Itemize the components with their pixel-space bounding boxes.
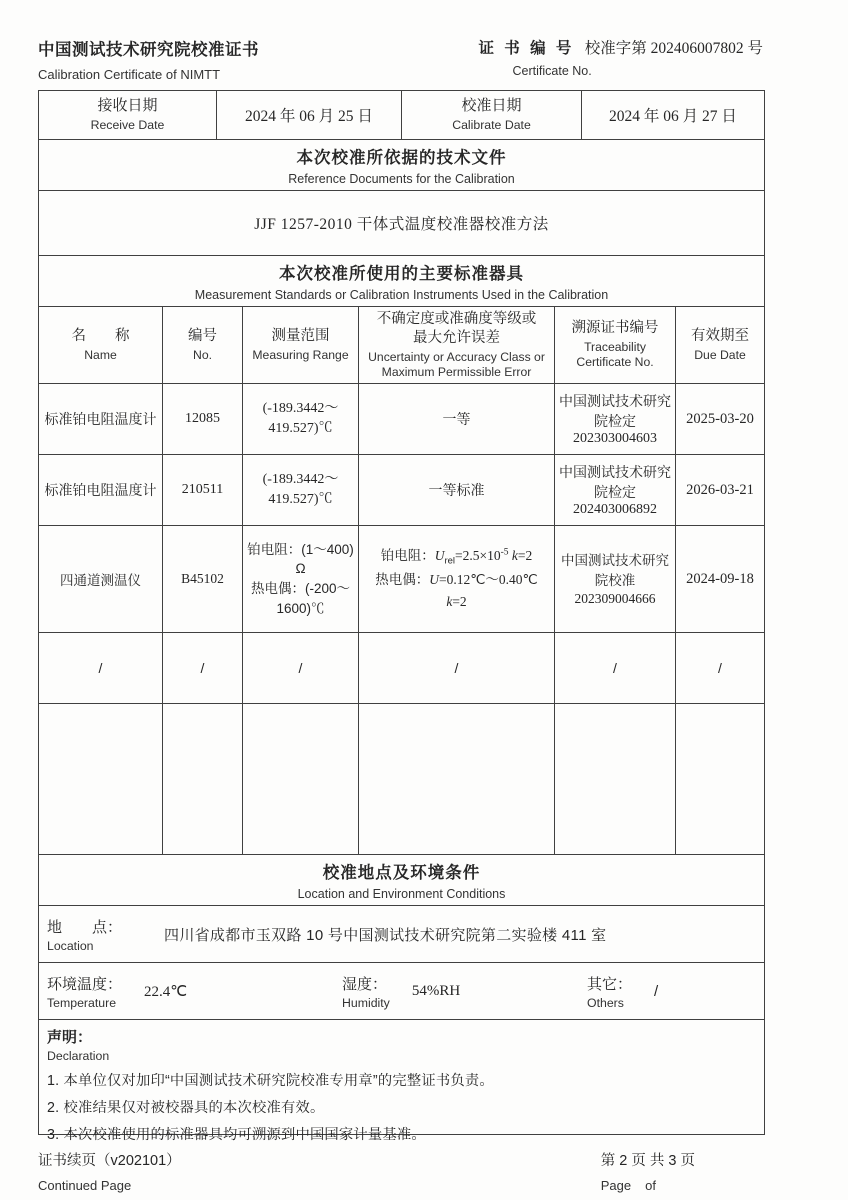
- reference-heading-en: Reference Documents for the Calibration: [288, 172, 515, 186]
- humidity-label: [342, 973, 390, 1010]
- continued-page-en: Continued Page: [38, 1178, 132, 1193]
- row3-due: 2024-09-18: [675, 526, 764, 632]
- standards-section-heading: [39, 255, 764, 306]
- declaration-label-cn: 声明：: [47, 1029, 93, 1046]
- row3-unc-line2: [375, 569, 537, 591]
- location-heading-en: Location and Environment Conditions: [297, 887, 506, 901]
- row3-range: [242, 526, 358, 632]
- continued-page-cn: 证书续页（v202101）: [38, 1153, 181, 1169]
- location-value: 四川省成都市玉双路 10 号中国测试技术研究院第二实验楼 411 室: [164, 926, 607, 944]
- calibrate-date-label-cn: 校准日期: [461, 97, 522, 115]
- temperature-value: 22.4℃: [144, 983, 188, 1000]
- location-row: [39, 905, 764, 962]
- location-label: [47, 916, 122, 953]
- empty-table-row: [39, 703, 764, 854]
- empty-cell: [162, 704, 242, 854]
- row2-name: 标准铂电阻温度计: [44, 482, 157, 498]
- of-label: of: [645, 1178, 656, 1193]
- row1-no: 12085: [162, 384, 242, 454]
- row4-uncertainty: /: [358, 633, 554, 703]
- receive-date-label-en: Receive Date: [90, 118, 165, 133]
- certificate-number-label-en: Certificate No.: [512, 64, 592, 78]
- row3-unc-l1-sub: rel: [444, 556, 456, 568]
- row4-name: /: [98, 660, 103, 676]
- temperature-label-cn: 环境温度：: [47, 975, 123, 993]
- col-due-cn: 有效期至: [691, 327, 749, 344]
- row3-uncertainty: [358, 526, 554, 632]
- receive-date-value: 2024 年 06 月 25 日: [216, 91, 401, 139]
- col-name-en: Name: [84, 347, 117, 362]
- row1-uncertainty: 一等: [358, 384, 554, 454]
- row3-unc-l1-sup: -5: [500, 547, 509, 558]
- doc-title-en: Calibration Certificate of NIMTT: [38, 67, 221, 82]
- row2-range: (-189.3442～419.527)℃: [242, 455, 358, 525]
- others-label-en: Others: [587, 995, 624, 1010]
- reference-section-heading: [39, 139, 764, 190]
- row3-unc-l1-label: 铂电阻：: [380, 548, 435, 564]
- table-row: [39, 632, 764, 703]
- certificate-number-value: 校准字第 202406007802 号: [584, 40, 763, 57]
- row1-due: 2025-03-20: [675, 384, 764, 454]
- others-label: [587, 973, 632, 1010]
- row2-due: 2026-03-21: [675, 455, 764, 525]
- footer-right: [601, 1149, 695, 1193]
- col-range-en: Measuring Range: [252, 347, 349, 362]
- declaration-item-3: 3. 本次校准使用的标准器具均可溯源到中国国家计量基准。: [47, 1127, 426, 1143]
- row2-trace-no: 202403006892: [573, 502, 657, 518]
- table-row: [39, 525, 764, 632]
- row1-range: (-189.3442～419.527)℃: [242, 384, 358, 454]
- row3-unc-l1-tail: =2: [517, 548, 533, 564]
- doc-title-block: [38, 36, 259, 82]
- footer-left: [38, 1149, 181, 1193]
- row2-traceability: [554, 455, 675, 525]
- row3-unc-l3-k: k: [446, 593, 453, 609]
- col-trace-cn: 溯源证书编号: [571, 320, 659, 337]
- row3-unc-l2-tail: =0.12℃～0.40℃: [439, 572, 538, 588]
- row3-unc-l2-label: 热电偶：: [375, 572, 430, 588]
- col-unc-cn2: 最大允许误差: [413, 329, 500, 346]
- humidity-label-cn: 湿度：: [342, 975, 388, 993]
- others-group: [587, 973, 764, 1010]
- humidity-group: [342, 973, 587, 1010]
- row3-unc-line1: [381, 545, 533, 569]
- others-value: /: [654, 982, 659, 1000]
- row3-unc-l3-tail: =2: [452, 593, 467, 609]
- row3-unc-l1-k: k: [508, 548, 518, 564]
- col-header-traceability: [554, 307, 675, 383]
- temperature-group: [47, 973, 342, 1010]
- standards-table-header: [39, 306, 764, 383]
- table-row: [39, 454, 764, 525]
- others-label-cn: 其它：: [587, 975, 633, 993]
- standards-heading-cn: 本次校准所使用的主要标准器具: [279, 265, 524, 283]
- row3-unc-line3: [446, 591, 466, 613]
- row3-name: 四通道测温仪: [60, 573, 141, 588]
- row4-due: /: [675, 633, 764, 703]
- declaration-item-1: 1. 本单位仅对加印“中国测试技术研究院校准专用章”的完整证书负责。: [47, 1073, 494, 1089]
- location-heading-cn: 校准地点及环境条件: [322, 864, 481, 882]
- row4-no: /: [162, 633, 242, 703]
- col-header-name: [39, 307, 162, 383]
- row3-no: B45102: [162, 526, 242, 632]
- table-row: [39, 383, 764, 454]
- col-header-due: [675, 307, 764, 383]
- row3-unc-l2-symbol: U: [429, 572, 440, 588]
- page-label: Page: [600, 1178, 632, 1193]
- empty-cell: [39, 704, 162, 854]
- calibrate-date-label-en: Calibrate Date: [452, 118, 531, 133]
- row4-traceability: /: [554, 633, 675, 703]
- row3-trace-no: 202309004666: [574, 590, 656, 606]
- certificate-content: [38, 36, 765, 1193]
- calibrate-date-value: 2024 年 06 月 27 日: [581, 91, 764, 139]
- environment-row: [39, 962, 764, 1019]
- row3-range-tc: 热电偶：(-200～1600)℃: [250, 581, 350, 616]
- certificate-number-block: [479, 36, 766, 78]
- row2-trace-org: 中国测试技术研究院检定: [559, 463, 671, 500]
- col-no-en: No.: [193, 347, 212, 362]
- col-header-range: [242, 307, 358, 383]
- location-label-en: Location: [47, 938, 94, 953]
- declaration-item-2: 2. 校准结果仅对被校器具的本次校准有效。: [47, 1100, 325, 1116]
- page-number-cn: 第 2 页 共 3 页: [600, 1153, 695, 1169]
- humidity-value: 54%RH: [411, 982, 461, 999]
- location-section-heading: [39, 854, 764, 905]
- declaration-label-en: Declaration: [47, 1049, 110, 1063]
- receive-date-label-cn: 接收日期: [97, 97, 158, 115]
- location-label-cn: 地 点：: [47, 918, 123, 936]
- row1-trace-no: 202303004603: [573, 431, 657, 447]
- row3-unc-l1-symbol: U: [434, 548, 445, 564]
- empty-cell: [358, 704, 554, 854]
- empty-cell: [242, 704, 358, 854]
- row4-range: /: [242, 633, 358, 703]
- certificate-number-label-cn: 证 书 编 号: [478, 40, 575, 57]
- col-name-cn: 名 称: [71, 327, 130, 344]
- row1-trace-org: 中国测试技术研究院检定: [559, 392, 671, 429]
- page-number-en: [601, 1178, 695, 1193]
- certificate-number-line: [479, 36, 764, 58]
- col-no-cn: 编号: [188, 327, 217, 344]
- row2-uncertainty: 一等标准: [358, 455, 554, 525]
- receive-date-label: [39, 91, 216, 139]
- col-range-cn: 测量范围: [271, 327, 330, 344]
- humidity-label-en: Humidity: [342, 995, 390, 1010]
- col-due-en: Due Date: [694, 347, 746, 362]
- temperature-label-en: Temperature: [47, 995, 117, 1010]
- col-unc-en: Uncertainty or Accuracy Class or Maximum Permissible Error: [368, 349, 545, 379]
- declaration-section: [39, 1019, 764, 1143]
- col-trace-en: Traceability Certificate No.: [576, 340, 654, 370]
- row3-trace-org: 中国测试技术研究院校准: [561, 553, 669, 588]
- certificate-body: [38, 90, 765, 1143]
- row3-unc-l1-mid: =2.5×10: [455, 548, 501, 564]
- reference-heading-cn: 本次校准所依据的技术文件: [296, 149, 507, 167]
- empty-cell: [675, 704, 764, 854]
- dates-row: [39, 91, 764, 139]
- doc-footer: [38, 1149, 765, 1193]
- temperature-label: [47, 973, 122, 1010]
- row2-no: 210511: [162, 455, 242, 525]
- row3-range-pt: 铂电阻：(1～400) Ω: [247, 541, 354, 577]
- col-header-no: [162, 307, 242, 383]
- empty-cell: [554, 704, 675, 854]
- row1-traceability: [554, 384, 675, 454]
- col-header-uncertainty: [358, 307, 554, 383]
- doc-title-cn: 中国测试技术研究院校准证书: [38, 41, 259, 59]
- reference-document-value: JJF 1257-2010 干体式温度校准器校准方法: [39, 190, 764, 255]
- row1-name: 标准铂电阻温度计: [44, 411, 157, 427]
- calibrate-date-label: [401, 91, 581, 139]
- doc-header: [38, 36, 765, 82]
- col-unc-cn1: 不确定度或准确度等级或: [376, 310, 537, 327]
- standards-heading-en: Measurement Standards or Calibration Instruments Used in the Calibration: [194, 288, 609, 302]
- row3-traceability: [554, 526, 675, 632]
